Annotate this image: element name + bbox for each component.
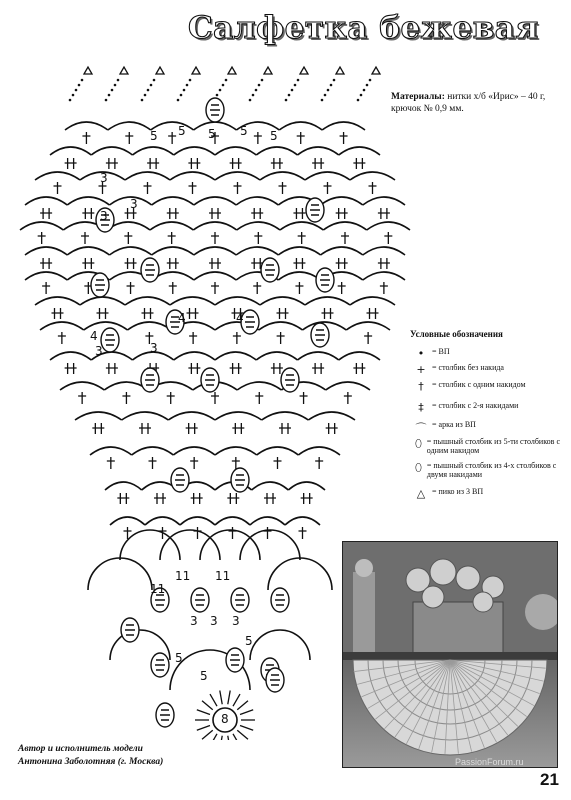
chain-arch-icon: ⌒ — [415, 422, 427, 435]
legend-label: = ВП — [432, 347, 450, 356]
row-number: 3 — [95, 344, 103, 358]
row-number: 3 — [130, 197, 138, 211]
chain-stitch-icon: • — [417, 347, 425, 360]
legend-item — [410, 380, 570, 393]
credit-line-2: Антонина Заболотняя (г. Москва) — [18, 757, 164, 767]
doily-photo — [342, 541, 558, 768]
materials-text: нитки х/б «Ирис» – 40 г, крючок № 0,9 мм. — [391, 92, 546, 114]
row-number: 5 — [200, 669, 208, 683]
materials-label: Материалы: — [391, 92, 445, 102]
legend — [410, 329, 570, 500]
double-crochet-icon: † — [418, 380, 424, 393]
legend-label: = столбик с 2-я накидами — [432, 401, 519, 410]
puff-4-icon: ⬯ — [414, 461, 422, 474]
single-crochet-icon: + — [416, 363, 426, 376]
puff-5-icon: ⬯ — [414, 437, 422, 450]
legend-item — [410, 487, 570, 500]
legend-item — [410, 461, 570, 479]
legend-label: = пышный столбик из 5-ти столбиков с одним накидом — [426, 437, 560, 455]
row-number: 11 — [150, 582, 166, 596]
legend-label: = арка из ВП — [432, 420, 476, 429]
row-number: 11 — [175, 569, 191, 583]
row-number: 3 — [190, 614, 198, 628]
credit-line-1: Автор и исполнитель модели — [18, 744, 143, 754]
watermark: PassionForum.ru — [455, 757, 524, 767]
legend-label: = пико из 3 ВП — [432, 487, 484, 496]
row-number: 5 — [150, 129, 158, 143]
legend-item — [410, 363, 570, 376]
legend-item — [410, 420, 570, 436]
legend-label: = пышный столбик из 4-х столбиков с двумя накидами — [426, 461, 557, 479]
row-number: 11 — [215, 569, 231, 583]
author-credit — [18, 743, 163, 769]
row-number: 5 — [245, 634, 253, 648]
page-title: Салфетка бежевая — [188, 10, 539, 46]
row-number: 5 — [270, 129, 278, 143]
legend-title: Условные обозначения — [410, 329, 503, 339]
legend-item — [410, 437, 570, 455]
row-number: 5 — [240, 124, 248, 138]
legend-item — [410, 401, 570, 414]
legend-label: = столбик без накида — [432, 363, 504, 372]
row-number: 3 — [150, 341, 158, 355]
row-number: 3 — [100, 209, 108, 223]
row-number: 3 — [210, 614, 218, 628]
row-number: 5 — [175, 651, 183, 665]
row-number: 8 — [221, 712, 229, 726]
row-number: 3 — [232, 614, 240, 628]
row-number: 5 — [178, 124, 186, 138]
row-number: 3 — [100, 171, 108, 185]
picot-icon: △ — [416, 487, 426, 500]
page-number: 21 — [540, 770, 559, 789]
row-number: 4 — [236, 311, 244, 325]
row-number: 4 — [178, 311, 186, 325]
row-number: 4 — [90, 329, 98, 343]
legend-item — [410, 347, 570, 360]
legend-label: = столбик с одним накидом — [432, 380, 526, 389]
treble-crochet-icon: ‡ — [418, 401, 424, 414]
row-number: 5 — [208, 127, 216, 141]
